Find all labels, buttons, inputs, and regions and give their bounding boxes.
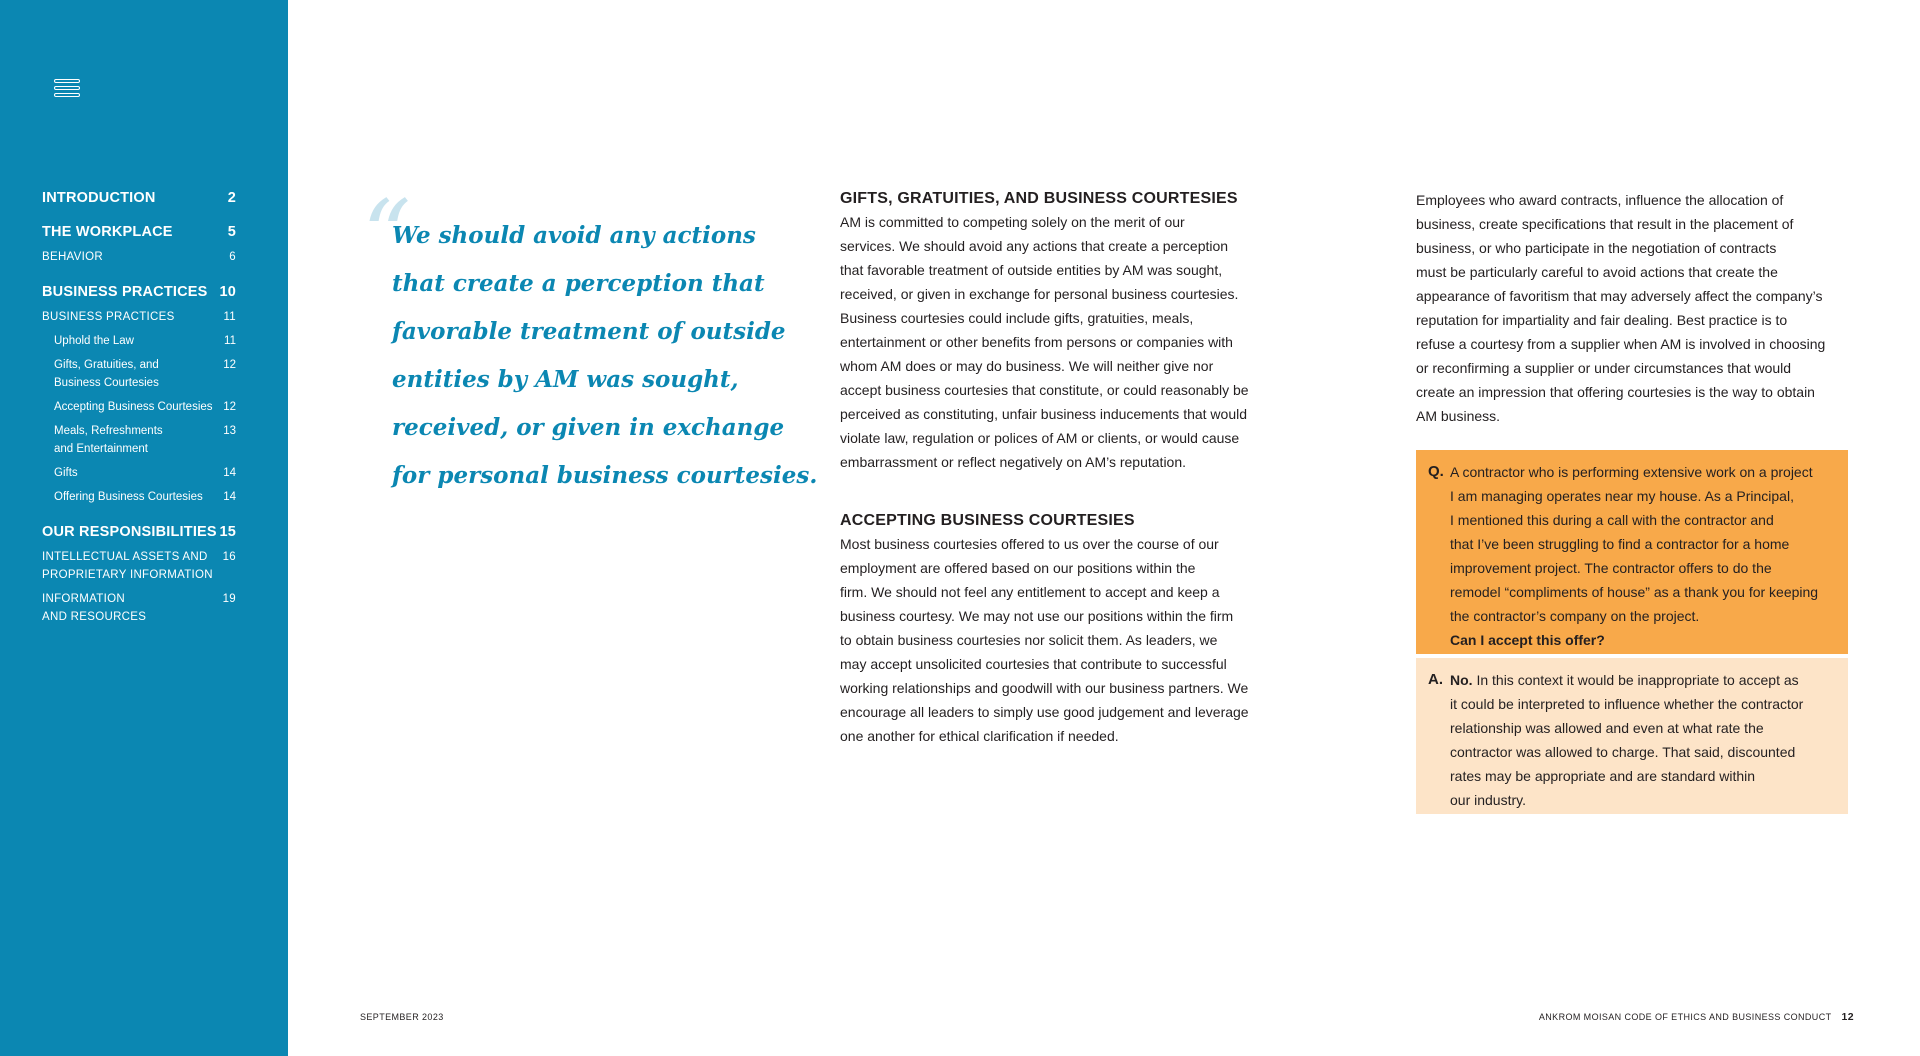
answer-line: rates may be appropriate and are standard within <box>1450 768 1756 784</box>
toc-item-label: OUR RESPONSIBILITIES <box>42 524 217 540</box>
toc-item-label: INFORMATION AND RESOURCES <box>42 593 147 623</box>
toc-item-label: Accepting Business Courtesies <box>54 401 213 413</box>
body-line: or reconfirming a supplier or under circumstances that would <box>1416 360 1792 376</box>
toc-item-label: Gifts <box>54 467 78 479</box>
body-line: refuse a courtesy from a supplier when AM is involved in choosing <box>1416 336 1826 352</box>
toc-item-page: 13 <box>223 425 236 437</box>
body-line: create an impression that offering courtesies is the way to obtain <box>1416 384 1815 400</box>
toc-item[interactable] <box>42 464 236 482</box>
toc-item-page: 16 <box>222 551 236 563</box>
question-line: A contractor who is performing extensive work on a project <box>1450 464 1813 480</box>
gifts-paragraph <box>840 210 1280 474</box>
toc-item-page: 12 <box>223 401 236 413</box>
answer-text <box>1450 668 1803 812</box>
toc-item-label: Gifts, Gratuities, and Business Courtesies <box>54 359 159 389</box>
body-line: appearance of favoritism that may adversely affect the company’s <box>1416 288 1823 304</box>
footer-page-number: 12 <box>1841 1011 1854 1023</box>
answer-letter: A. <box>1428 671 1443 688</box>
toc-item[interactable] <box>42 308 236 326</box>
body-line: must be particularly careful to avoid actions that create the <box>1416 264 1778 280</box>
toc-item-page: 14 <box>223 491 236 503</box>
quote-line: favorable treatment of outside <box>392 318 786 345</box>
answer-first-line: In this context it would be inappropriate to accept as <box>1472 672 1799 688</box>
body-line: Most business courtesies offered to us over the course of our <box>840 536 1219 552</box>
hamburger-menu-icon[interactable] <box>54 79 82 103</box>
quote-mark: “ <box>362 180 412 292</box>
body-line: business, or who participate in the negotiation of contracts <box>1416 240 1777 256</box>
question-line: improvement project. The contractor offers to do the <box>1450 560 1772 576</box>
body-line: embarrassment or reflect negatively on AM’s reputation. <box>840 454 1187 470</box>
accepting-heading: ACCEPTING BUSINESS COURTESIES <box>840 512 1135 529</box>
toc-item[interactable] <box>42 356 236 392</box>
right-column <box>1416 188 1856 428</box>
question-text <box>1450 460 1818 652</box>
toc-item-label: BEHAVIOR <box>42 251 103 263</box>
toc-item-page: 2 <box>227 190 236 206</box>
answer-line: our industry. <box>1450 792 1526 808</box>
toc-item-page: 15 <box>219 524 236 540</box>
body-line: may accept unsolicited courtesies that contribute to successful <box>840 656 1227 672</box>
toc-item[interactable] <box>42 248 236 266</box>
body-line: business courtesy. We may not use our positions within the firm <box>840 608 1234 624</box>
question-letter: Q. <box>1428 463 1444 480</box>
quote-line: for personal business courtesies. <box>392 462 818 489</box>
body-line: received, or given in exchange for personal business courtesies. <box>840 286 1239 302</box>
body-line: business, create specifications that result in the placement of <box>1416 216 1794 232</box>
toc-item[interactable] <box>42 224 236 240</box>
body-line: that favorable treatment of outside entities by AM was sought, <box>840 262 1223 278</box>
toc-item[interactable] <box>42 332 236 350</box>
contracts-paragraph <box>1416 188 1856 428</box>
body-line: violate law, regulation or polices of AM or clients, or would cause <box>840 430 1240 446</box>
toc-item[interactable] <box>42 398 236 416</box>
body-line: accept business courtesies that constitute, or could reasonably be <box>840 382 1249 398</box>
body-line: Employees who award contracts, influence the allocation of <box>1416 192 1784 208</box>
accepting-paragraph <box>840 532 1280 748</box>
question-line: that I’ve been struggling to find a contractor for a home <box>1450 536 1790 552</box>
question-line: I mentioned this during a call with the contractor and <box>1450 512 1774 528</box>
toc-item[interactable] <box>42 590 236 626</box>
toc-item-page: 6 <box>229 251 236 263</box>
toc-item-label: Offering Business Courtesies <box>54 491 203 503</box>
toc-item-page: 19 <box>222 593 236 605</box>
footer-title <box>1539 1011 1854 1023</box>
body-line: employment are offered based on our positions within the <box>840 560 1196 576</box>
body-line: services. We should avoid any actions that create a perception <box>840 238 1229 254</box>
toc-item-page: 12 <box>223 359 236 371</box>
question-line: the contractor’s company on the project. <box>1450 608 1700 624</box>
body-line: firm. We should not feel any entitlement to accept and keep a <box>840 584 1220 600</box>
answer-line: it could be interpreted to influence whether the contractor <box>1450 696 1804 712</box>
answer-box <box>1416 658 1848 814</box>
toc-item[interactable] <box>42 284 236 300</box>
answer-lead: No. <box>1450 672 1473 688</box>
body-line: reputation for impartiality and fair dealing. Best practice is to <box>1416 312 1788 328</box>
toc-item[interactable] <box>42 422 236 458</box>
footer-doc-title: ANKROM MOISAN CODE OF ETHICS AND BUSINESS CONDUCT <box>1538 1012 1832 1022</box>
toc-item-label: BUSINESS PRACTICES <box>42 284 208 300</box>
toc-item-page: 11 <box>224 335 236 347</box>
toc-item-page: 14 <box>223 467 236 479</box>
question-box <box>1416 450 1848 654</box>
middle-column <box>840 188 1280 748</box>
question-ask: Can I accept this offer? <box>1450 632 1605 648</box>
toc-item-page: 11 <box>223 311 236 323</box>
body-line: to obtain business courtesies nor solicit them. As leaders, we <box>840 632 1218 648</box>
body-line: one another for ethical clarification if needed. <box>840 728 1119 744</box>
toc-item[interactable] <box>42 524 236 540</box>
sidebar <box>0 0 288 1056</box>
answer-line: relationship was allowed and even at what rate the <box>1450 720 1764 736</box>
toc-item-label: THE WORKPLACE <box>42 224 173 240</box>
quote-line: that create a perception that <box>392 270 765 297</box>
toc-item-label: INTELLECTUAL ASSETS AND PROPRIETARY INFORMATION <box>42 551 213 581</box>
quote-line: received, or given in exchange <box>392 414 785 441</box>
table-of-contents <box>42 190 236 632</box>
body-line: AM business. <box>1416 408 1501 424</box>
toc-item-page: 10 <box>219 284 236 300</box>
quote-line: entities by AM was sought, <box>392 366 739 393</box>
toc-item[interactable] <box>42 488 236 506</box>
body-line: whom AM does or may do business. We will neither give nor <box>840 358 1214 374</box>
toc-item-label: Meals, Refreshments and Entertainment <box>54 425 163 455</box>
toc-item-page: 5 <box>227 224 236 240</box>
footer-date: SEPTEMBER 2023 <box>360 1012 444 1022</box>
toc-item[interactable] <box>42 190 236 206</box>
body-line: perceived as constituting, unfair business inducements that would <box>840 406 1248 422</box>
quote-line: We should avoid any actions <box>392 222 756 249</box>
answer-line: contractor was allowed to charge. That said, discounted <box>1450 744 1796 760</box>
body-line: encourage all leaders to simply use good judgement and leverage <box>840 704 1249 720</box>
body-line: working relationships and goodwill with our business partners. We <box>840 680 1249 696</box>
pull-quote <box>392 212 818 500</box>
body-line: AM is committed to competing solely on the merit of our <box>840 214 1185 230</box>
toc-item-label: BUSINESS PRACTICES <box>42 311 175 323</box>
body-line: Business courtesies could include gifts, gratuities, meals, <box>840 310 1194 326</box>
question-line: I am managing operates near my house. As a Principal, <box>1450 488 1794 504</box>
toc-item-label: Uphold the Law <box>54 335 134 347</box>
body-line: entertainment or other benefits from persons or companies with <box>840 334 1233 350</box>
gifts-heading: GIFTS, GRATUITIES, AND BUSINESS COURTESIES <box>840 190 1238 207</box>
toc-item[interactable] <box>42 548 236 584</box>
toc-item-label: INTRODUCTION <box>42 190 156 206</box>
question-line: remodel “compliments of house” as a thank you for keeping <box>1450 584 1819 600</box>
